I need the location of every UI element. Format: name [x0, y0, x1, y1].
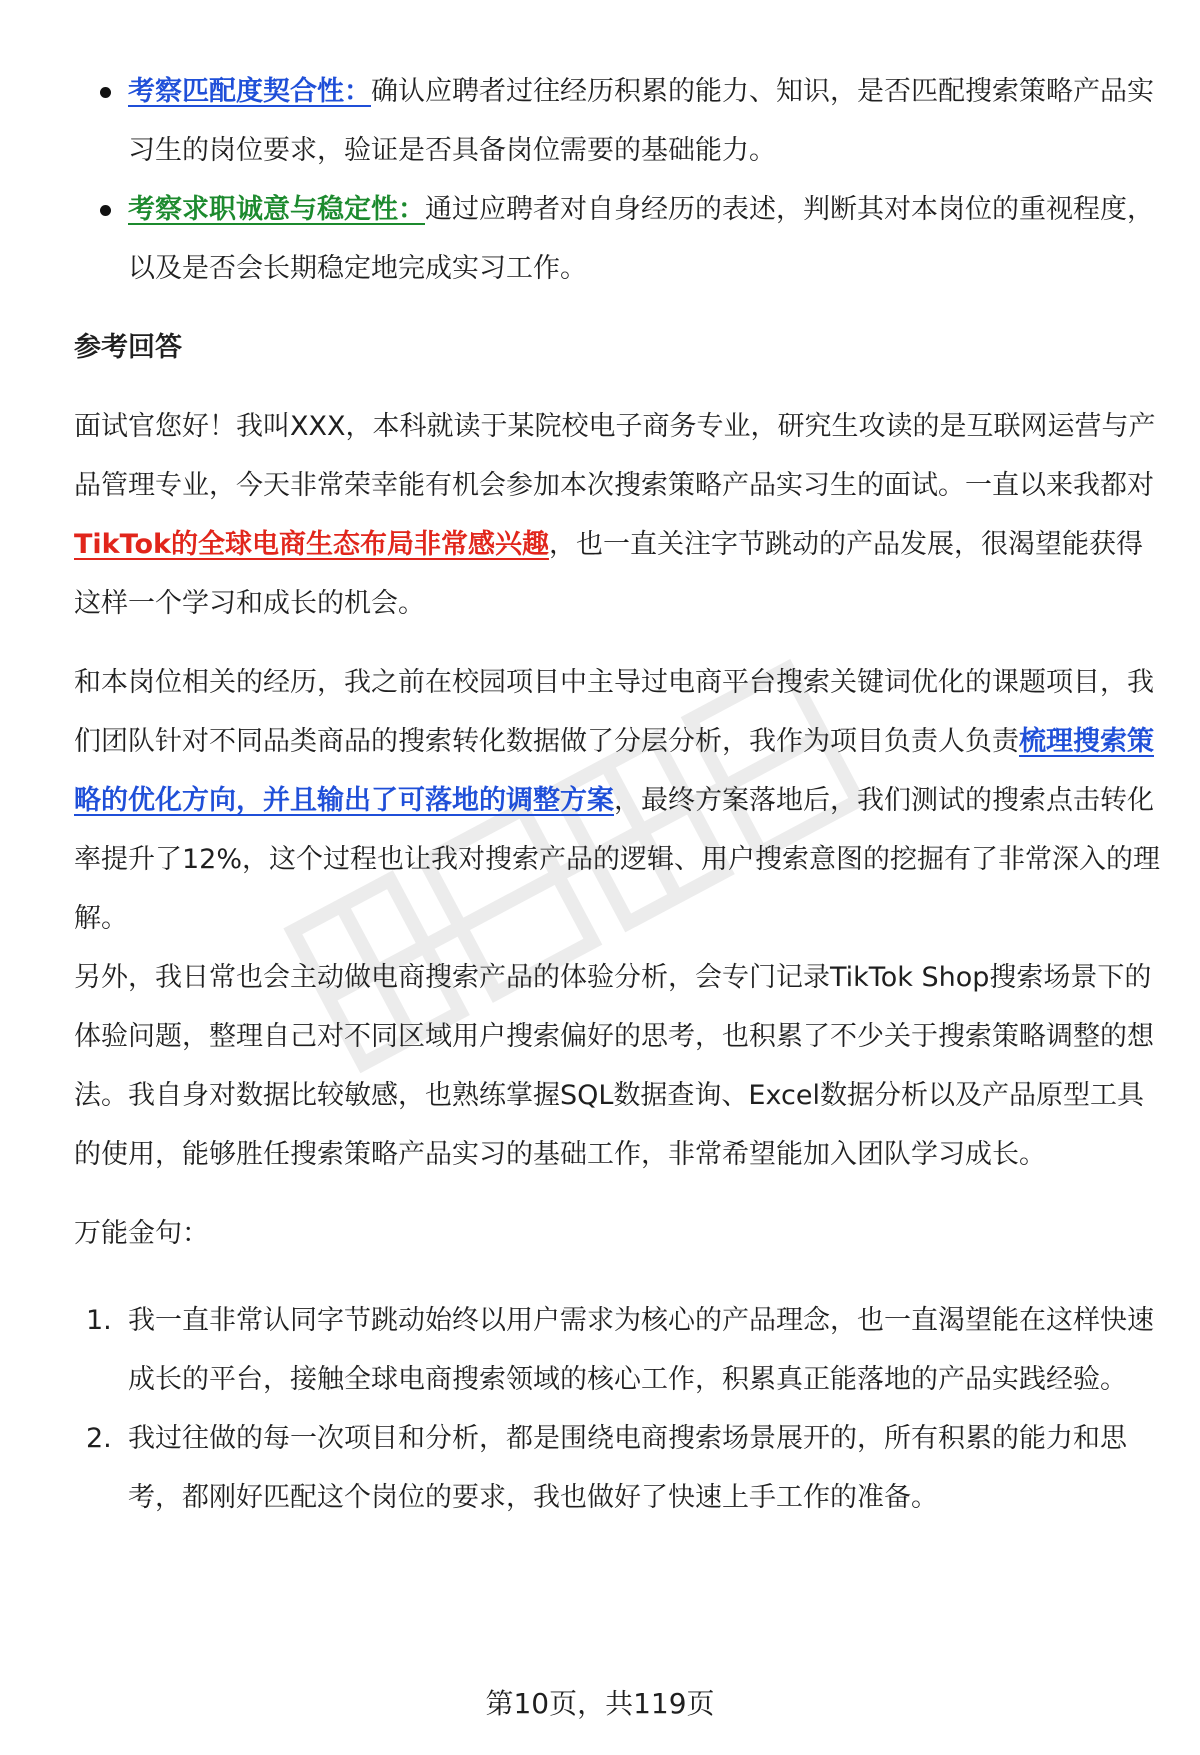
golden-sentence-text: 我过往做的每一次项目和分析，都是围绕电商搜索场景展开的，所有积累的能力和思考，都刚好匹配这个岗位的要求，我也做好了快速上手工作的准备。 [128, 1423, 1127, 1513]
criteria-keyword: 考察匹配度契合性： [128, 76, 371, 107]
highlight-text: 梳理搜索策略的优化方向，并且输出了可落地的调整方案 [74, 726, 1154, 816]
answer-paragraph-intro [74, 397, 1164, 633]
paragraph-text: ，也一直关注字节跳动的产品发展，很渴望能获得这样一个学习和成长的机会。 [74, 529, 1143, 619]
list-number: 1. [86, 1305, 112, 1336]
section-heading: 参考回答 [74, 332, 182, 363]
paragraph-text: 面试官您好！我叫XXX，本科就读于某院校电子商务专业，研究生攻读的是互联网运营与产品管理专业，今天非常荣幸能有机会参加本次搜索策略产品实习生的面试。一直以来我都对 [74, 411, 1156, 501]
golden-sentence-text: 我一直非常认同字节跳动始终以用户需求为核心的产品理念，也一直渴望能在这样快速成长的平台，接触全球电商搜索领域的核心工作，积累真正能落地的产品实践经验。 [128, 1305, 1154, 1395]
criteria-list [74, 62, 1164, 298]
highlight-text: TikTok的全球电商生态布局非常感兴趣 [74, 529, 549, 560]
bullet-dot-icon [100, 87, 111, 98]
bullet-dot-icon [100, 205, 111, 216]
paragraph-text: ，最终方案落地后，我们测试的搜索点击转化率提升了12%，这个过程也让我对搜索产品的逻辑、用户搜索意图的挖掘有了非常深入的理解。 [74, 785, 1161, 934]
list-number: 2. [86, 1423, 112, 1454]
golden-sentences-list [74, 1291, 1164, 1527]
criteria-item-sincerity [74, 180, 1164, 298]
golden-sentence-item [74, 1291, 1164, 1409]
golden-sentence-item [74, 1409, 1164, 1527]
criteria-keyword: 考察求职诚意与稳定性： [128, 194, 425, 225]
criteria-text: 通过应聘者对自身经历的表述，判断其对本岗位的重视程度，以及是否会长期稳定地完成实习工作。 [128, 194, 1154, 284]
golden-sentences-title: 万能金句： [74, 1218, 209, 1249]
paragraph-text: 和本岗位相关的经历，我之前在校园项目中主导过电商平台搜索关键词优化的课题项目，我们团队针对不同品类商品的搜索转化数据做了分层分析，我作为项目负责人负责 [74, 667, 1154, 757]
answer-paragraph-skills: 另外，我日常也会主动做电商搜索产品的体验分析，会专门记录TikTok Shop搜索场景下的体验问题，整理自己对不同区域用户搜索偏好的思考，也积累了不少关于搜索策略调整的想法。我自身对数据比较敏感，也熟练掌握SQL数据查询、Excel数据分析以及产品原型工具的使用，能够胜任搜索策略产品实习的基础工作，非常希望能加入团队学习成长。 [74, 962, 1154, 1170]
answer-paragraph-experience [74, 653, 1164, 948]
main-content [74, 62, 1164, 1527]
criteria-text: 确认应聘者过往经历积累的能力、知识，是否匹配搜索策略产品实习生的岗位要求，验证是否具备岗位需要的基础能力。 [128, 76, 1154, 166]
criteria-item-match [74, 62, 1164, 180]
page-number: 第10页，共119页 [485, 1687, 715, 1720]
